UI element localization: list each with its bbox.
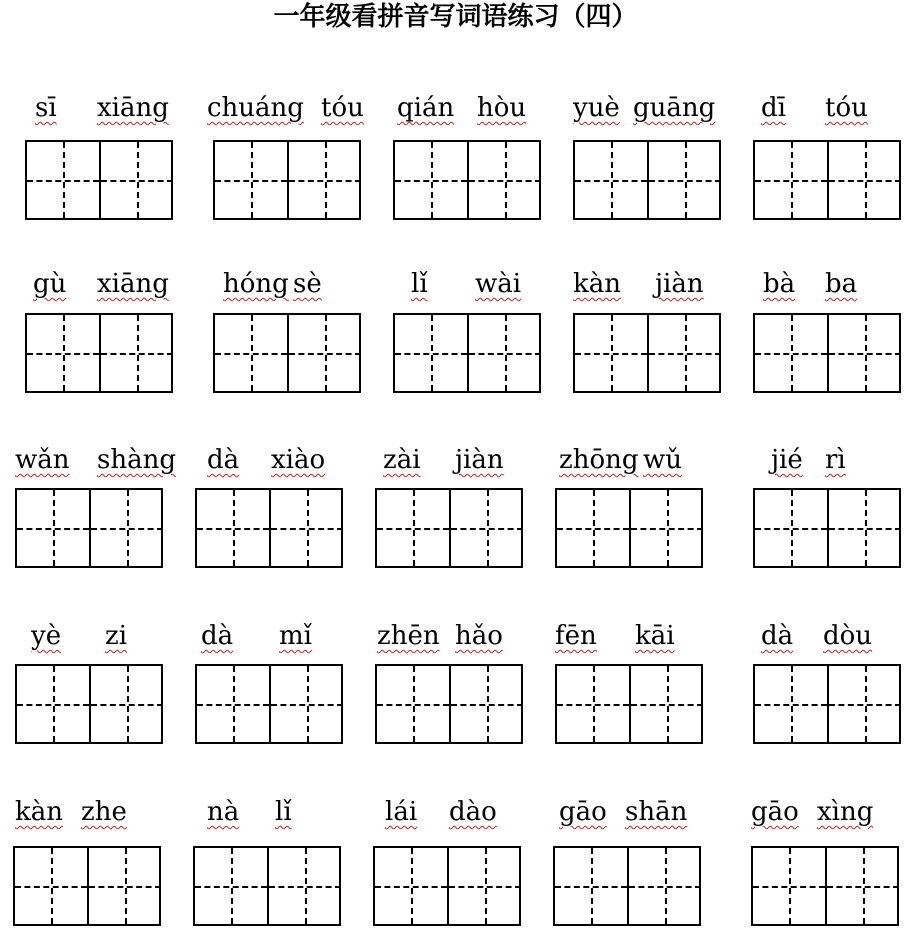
- character-cell[interactable]: [197, 490, 269, 566]
- pinyin-syllable: xiāng: [97, 269, 169, 299]
- pinyin-syllable: gāo: [751, 797, 799, 827]
- pinyin-syllable: jiàn: [455, 445, 504, 475]
- horizontal-guide-line: [91, 704, 163, 706]
- word-item: [15, 620, 161, 654]
- word-item: [375, 444, 521, 478]
- horizontal-guide-line: [557, 528, 629, 530]
- character-cell[interactable]: [15, 848, 87, 924]
- pinyin-syllable: dà: [207, 445, 240, 475]
- writing-grid[interactable]: [15, 664, 163, 744]
- word-item: [393, 268, 539, 302]
- word-item: [13, 796, 159, 830]
- character-cell[interactable]: [269, 490, 343, 566]
- word-item: [753, 268, 899, 302]
- horizontal-guide-line: [631, 528, 703, 530]
- pinyin-syllable: lǐ: [411, 269, 428, 299]
- character-cell[interactable]: [467, 142, 541, 218]
- pinyin-syllable: dà: [761, 621, 794, 651]
- pinyin-syllable: hòu: [477, 93, 527, 123]
- writing-grid[interactable]: [25, 140, 173, 220]
- word-item: [213, 268, 359, 302]
- horizontal-guide-line: [469, 180, 541, 182]
- horizontal-guide-line: [289, 353, 361, 355]
- character-cell[interactable]: [557, 666, 629, 742]
- horizontal-guide-line: [649, 180, 721, 182]
- word-item: [195, 444, 341, 478]
- pinyin-syllable: dòu: [823, 621, 873, 651]
- character-cell[interactable]: [89, 490, 163, 566]
- pinyin-syllable: hǎo: [455, 621, 503, 651]
- pinyin-syllable: mǐ: [279, 621, 312, 651]
- character-cell[interactable]: [269, 666, 343, 742]
- writing-grid[interactable]: [375, 664, 523, 744]
- character-cell[interactable]: [377, 666, 449, 742]
- pinyin-syllable: gù: [33, 269, 67, 299]
- pinyin-line: [25, 92, 171, 126]
- pinyin-syllable: fēn: [555, 621, 597, 651]
- writing-grid[interactable]: [375, 488, 523, 568]
- character-cell[interactable]: [449, 490, 523, 566]
- pinyin-syllable: yè: [31, 621, 62, 651]
- horizontal-guide-line: [755, 704, 827, 706]
- character-cell[interactable]: [99, 315, 173, 391]
- pinyin-syllable: kāi: [635, 621, 675, 651]
- pinyin-syllable: dī: [761, 93, 786, 123]
- horizontal-guide-line: [753, 886, 825, 888]
- character-cell[interactable]: [629, 490, 703, 566]
- horizontal-guide-line: [829, 180, 901, 182]
- horizontal-guide-line: [755, 353, 827, 355]
- pinyin-line: [25, 268, 171, 302]
- pinyin-syllable: lǐ: [275, 797, 292, 827]
- writing-grid[interactable]: [393, 140, 541, 220]
- character-cell[interactable]: [827, 490, 901, 566]
- horizontal-guide-line: [101, 353, 173, 355]
- character-cell[interactable]: [575, 315, 647, 391]
- writing-grid[interactable]: [25, 313, 173, 393]
- character-cell[interactable]: [287, 142, 361, 218]
- horizontal-guide-line: [555, 886, 627, 888]
- horizontal-guide-line: [829, 353, 901, 355]
- pinyin-syllable: nà: [207, 797, 240, 827]
- horizontal-guide-line: [827, 886, 899, 888]
- word-item: [753, 620, 899, 654]
- word-item: [15, 444, 176, 478]
- pinyin-line: [751, 796, 897, 830]
- pinyin-syllable: gāo: [559, 797, 607, 827]
- pinyin-syllable: sè: [293, 269, 322, 299]
- writing-grid[interactable]: [573, 140, 721, 220]
- horizontal-guide-line: [91, 528, 163, 530]
- pinyin-syllable: bà: [763, 269, 796, 299]
- pinyin-line: [207, 92, 364, 126]
- writing-grid[interactable]: [753, 313, 901, 393]
- character-cell[interactable]: [755, 315, 827, 391]
- character-cell[interactable]: [753, 848, 825, 924]
- pinyin-line: [573, 92, 719, 126]
- horizontal-guide-line: [395, 353, 467, 355]
- word-item: [393, 92, 539, 126]
- pinyin-line: [375, 620, 521, 654]
- pinyin-line: [375, 444, 521, 478]
- writing-grid[interactable]: [753, 664, 901, 744]
- character-cell[interactable]: [375, 848, 447, 924]
- pinyin-syllable: xiào: [271, 445, 326, 475]
- pinyin-line: [393, 268, 539, 302]
- pinyin-syllable: zài: [383, 445, 421, 475]
- word-item: [375, 620, 521, 654]
- word-item: [193, 796, 339, 830]
- pinyin-syllable: xiāng: [97, 93, 169, 123]
- writing-grid[interactable]: [393, 313, 541, 393]
- pinyin-syllable: qián: [397, 93, 455, 123]
- pinyin-syllable: sī: [35, 93, 57, 123]
- horizontal-guide-line: [449, 886, 521, 888]
- word-item: [25, 268, 171, 302]
- writing-grid[interactable]: [753, 140, 901, 220]
- pinyin-line: [15, 620, 161, 654]
- pinyin-line: [555, 620, 701, 654]
- pinyin-syllable: wǔ: [643, 445, 682, 475]
- character-cell[interactable]: [629, 666, 703, 742]
- pinyin-syllable: zhe: [81, 797, 127, 827]
- character-cell[interactable]: [827, 666, 901, 742]
- pinyin-syllable: hóng: [223, 269, 289, 299]
- horizontal-guide-line: [215, 180, 287, 182]
- writing-grid[interactable]: [373, 846, 521, 926]
- horizontal-guide-line: [89, 886, 161, 888]
- word-item: [373, 796, 519, 830]
- character-cell[interactable]: [557, 490, 629, 566]
- character-cell[interactable]: [377, 490, 449, 566]
- horizontal-guide-line: [829, 704, 901, 706]
- word-item: [553, 796, 699, 830]
- word-item: [207, 92, 364, 126]
- writing-grid[interactable]: [213, 140, 361, 220]
- word-item: [573, 268, 719, 302]
- writing-grid[interactable]: [753, 488, 901, 568]
- pinyin-syllable: lái: [385, 797, 418, 827]
- pinyin-line: [15, 444, 176, 478]
- pinyin-syllable: ba: [825, 269, 858, 299]
- pinyin-syllable: kàn: [15, 797, 64, 827]
- pinyin-syllable: shàng: [97, 445, 176, 475]
- horizontal-guide-line: [195, 886, 267, 888]
- character-cell[interactable]: [17, 490, 89, 566]
- word-item: [753, 92, 899, 126]
- writing-grid[interactable]: [555, 488, 703, 568]
- pinyin-syllable: chuáng: [207, 93, 304, 123]
- character-cell[interactable]: [755, 142, 827, 218]
- pinyin-line: [753, 620, 899, 654]
- horizontal-guide-line: [101, 180, 173, 182]
- pinyin-syllable: xìng: [817, 797, 874, 827]
- writing-grid[interactable]: [13, 846, 161, 926]
- pinyin-line: [555, 444, 701, 478]
- pinyin-syllable: zhōng: [559, 445, 639, 475]
- horizontal-guide-line: [271, 704, 343, 706]
- pinyin-line: [193, 796, 339, 830]
- character-cell[interactable]: [17, 666, 89, 742]
- pinyin-syllable: guāng: [633, 93, 716, 123]
- character-cell[interactable]: [825, 848, 899, 924]
- character-cell[interactable]: [827, 315, 901, 391]
- horizontal-guide-line: [829, 528, 901, 530]
- pinyin-syllable: jiàn: [655, 269, 704, 299]
- pinyin-syllable: kàn: [573, 269, 622, 299]
- writing-grid[interactable]: [553, 846, 701, 926]
- horizontal-guide-line: [377, 704, 449, 706]
- horizontal-guide-line: [575, 180, 647, 182]
- word-item: [751, 796, 897, 830]
- horizontal-guide-line: [215, 353, 287, 355]
- character-cell[interactable]: [755, 666, 827, 742]
- writing-grid[interactable]: [555, 664, 703, 744]
- writing-grid[interactable]: [15, 488, 163, 568]
- horizontal-guide-line: [631, 704, 703, 706]
- character-cell[interactable]: [395, 315, 467, 391]
- pinyin-syllable: wǎn: [15, 445, 70, 475]
- character-cell[interactable]: [395, 142, 467, 218]
- writing-grid[interactable]: [213, 313, 361, 393]
- pinyin-line: [573, 268, 719, 302]
- pinyin-line: [553, 796, 699, 830]
- pinyin-syllable: wài: [475, 269, 522, 299]
- horizontal-guide-line: [27, 353, 99, 355]
- horizontal-guide-line: [469, 353, 541, 355]
- pinyin-line: [753, 268, 899, 302]
- character-cell[interactable]: [215, 142, 287, 218]
- horizontal-guide-line: [395, 180, 467, 182]
- word-item: [753, 444, 899, 478]
- character-cell[interactable]: [215, 315, 287, 391]
- word-item: [25, 92, 171, 126]
- horizontal-guide-line: [17, 704, 89, 706]
- word-item: [555, 620, 701, 654]
- writing-grid[interactable]: [193, 846, 341, 926]
- word-item: [195, 620, 341, 654]
- page-title: 一年级看拼音写词语练习（四）: [273, 2, 638, 32]
- horizontal-guide-line: [557, 704, 629, 706]
- pinyin-syllable: dà: [201, 621, 234, 651]
- horizontal-guide-line: [17, 528, 89, 530]
- writing-grid[interactable]: [195, 664, 343, 744]
- horizontal-guide-line: [377, 528, 449, 530]
- pinyin-syllable: zhēn: [377, 621, 440, 651]
- pinyin-line: [195, 444, 341, 478]
- horizontal-guide-line: [197, 528, 269, 530]
- horizontal-guide-line: [649, 353, 721, 355]
- character-cell[interactable]: [87, 848, 161, 924]
- pinyin-syllable: dào: [449, 797, 497, 827]
- character-cell[interactable]: [27, 315, 99, 391]
- character-cell[interactable]: [827, 142, 901, 218]
- writing-grid[interactable]: [195, 488, 343, 568]
- character-cell[interactable]: [627, 848, 701, 924]
- horizontal-guide-line: [451, 528, 523, 530]
- character-cell[interactable]: [195, 848, 267, 924]
- pinyin-line: [13, 796, 159, 830]
- horizontal-guide-line: [375, 886, 447, 888]
- pinyin-syllable: tóu: [321, 93, 364, 123]
- horizontal-guide-line: [269, 886, 341, 888]
- horizontal-guide-line: [629, 886, 701, 888]
- character-cell[interactable]: [647, 142, 721, 218]
- pinyin-syllable: jié: [771, 445, 803, 475]
- horizontal-guide-line: [451, 704, 523, 706]
- horizontal-guide-line: [27, 180, 99, 182]
- character-cell[interactable]: [575, 142, 647, 218]
- horizontal-guide-line: [197, 704, 269, 706]
- pinyin-syllable: yuè: [573, 93, 620, 123]
- pinyin-syllable: rì: [825, 445, 846, 475]
- character-cell[interactable]: [467, 315, 541, 391]
- character-cell[interactable]: [267, 848, 341, 924]
- writing-grid[interactable]: [751, 846, 899, 926]
- horizontal-guide-line: [15, 886, 87, 888]
- character-cell[interactable]: [555, 848, 627, 924]
- pinyin-line: [753, 444, 899, 478]
- pinyin-line: [753, 92, 899, 126]
- word-item: [573, 92, 719, 126]
- pinyin-line: [393, 92, 539, 126]
- horizontal-guide-line: [289, 180, 361, 182]
- horizontal-guide-line: [575, 353, 647, 355]
- horizontal-guide-line: [755, 180, 827, 182]
- character-cell[interactable]: [449, 666, 523, 742]
- pinyin-line: [195, 620, 341, 654]
- character-cell[interactable]: [99, 142, 173, 218]
- character-cell[interactable]: [197, 666, 269, 742]
- character-cell[interactable]: [89, 666, 163, 742]
- character-cell[interactable]: [755, 490, 827, 566]
- character-cell[interactable]: [27, 142, 99, 218]
- character-cell[interactable]: [447, 848, 521, 924]
- character-cell[interactable]: [287, 315, 361, 391]
- word-item: [555, 444, 701, 478]
- pinyin-line: [213, 268, 359, 302]
- pinyin-syllable: shān: [625, 797, 688, 827]
- pinyin-line: [373, 796, 519, 830]
- pinyin-syllable: zi: [105, 621, 128, 651]
- horizontal-guide-line: [755, 528, 827, 530]
- writing-grid[interactable]: [573, 313, 721, 393]
- pinyin-syllable: tóu: [825, 93, 868, 123]
- character-cell[interactable]: [647, 315, 721, 391]
- horizontal-guide-line: [271, 528, 343, 530]
